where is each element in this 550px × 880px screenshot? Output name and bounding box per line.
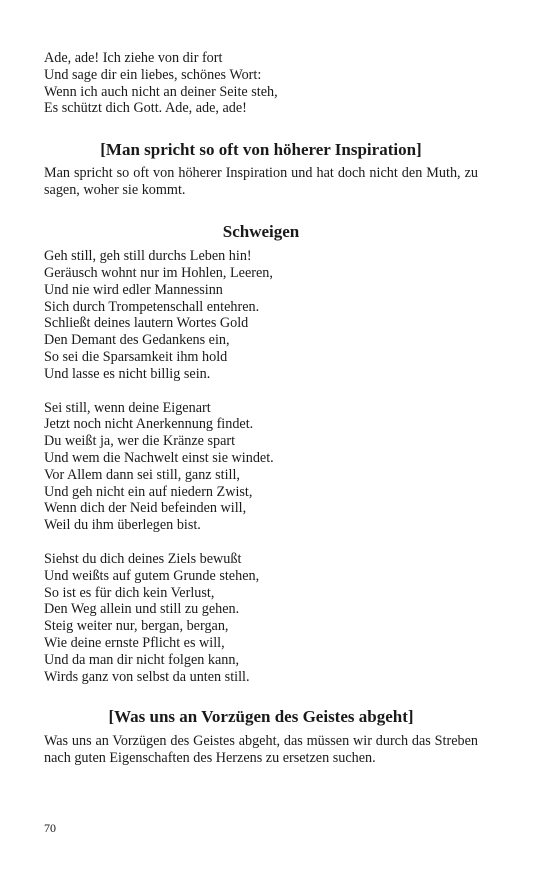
verse-line: Den Demant des Gedankens ein, [44,332,230,349]
verse-line: Und da man dir nicht folgen kann, [44,651,240,668]
verse-line: Sich durch Trompetenschall entehren. [44,298,260,315]
poem-stanza-2 [44,400,478,534]
verse-line: Und nie wird edler Mannessinn [44,281,223,298]
paragraph-vorzuege: Was uns an Vorzügen des Geistes abgeht, das müssen wir durch das Streben nach guten Eigenschaften des Herzens zu ersetzen suchen. [44,733,478,767]
verse-line: Vor Allem dann sei still, ganz still, [44,466,240,483]
verse-line: Steig weiter nur, bergan, bergan, [44,618,229,635]
verse-line: Wenn ich auch nicht an deiner Seite steh, [44,83,278,100]
verse-line: Weil du ihm überlegen bist. [44,517,201,534]
verse-line: Wie deine ernste Pflicht es will, [44,634,225,651]
verse-line: Und wem die Nachwelt einst sie windet. [44,449,274,466]
verse-line: So ist es für dich kein Verlust, [44,584,215,601]
verse-line: Den Weg allein und still zu gehen. [44,601,240,618]
section-heading-vorzuege: [Was uns an Vorzügen des Geistes abgeht] [108,707,414,727]
section-heading-inspiration: [Man spricht so oft von höherer Inspiration] [100,140,422,160]
verse-line: Geräusch wohnt nur im Hohlen, Leeren, [44,264,273,281]
verse-line: Ade, ade! Ich ziehe von dir fort [44,50,223,66]
poem-end-stanza [44,50,478,117]
verse-line: Und geh nicht ein auf niedern Zwist, [44,483,253,500]
page-content [44,50,478,767]
verse-line: Und lasse es nicht billig sein. [44,365,211,382]
verse-line: Wirds ganz von selbst da unten still. [44,668,250,685]
page-number: 70 [44,821,56,835]
verse-line: Siehst du dich deines Ziels bewußt [44,550,242,567]
verse-line: Jetzt noch nicht Anerkennung findet. [44,416,254,433]
verse-line: Sei still, wenn deine Eigenart [44,399,211,416]
section-heading-schweigen: Schweigen [222,222,300,242]
verse-line: Und weißts auf gutem Grunde stehen, [44,567,260,584]
verse-line: Geh still, geh still durchs Leben hin! [44,248,252,265]
poem-stanza-1 [44,248,478,382]
verse-line: So sei die Sparsamkeit ihm hold [44,348,228,365]
poem-stanza-3 [44,551,478,685]
verse-line: Es schützt dich Gott. Ade, ade, ade! [44,100,247,117]
verse-line: Schließt deines lautern Wortes Gold [44,315,249,332]
paragraph-inspiration: Man spricht so oft von höherer Inspiration und hat doch nicht den Muth, zu sagen, woher sie kommt. [44,165,478,199]
verse-line: Wenn dich der Neid befeinden will, [44,500,247,517]
verse-line: Du weißt ja, wer die Kränze spart [44,433,236,450]
verse-line: Und sage dir ein liebes, schönes Wort: [44,66,262,83]
